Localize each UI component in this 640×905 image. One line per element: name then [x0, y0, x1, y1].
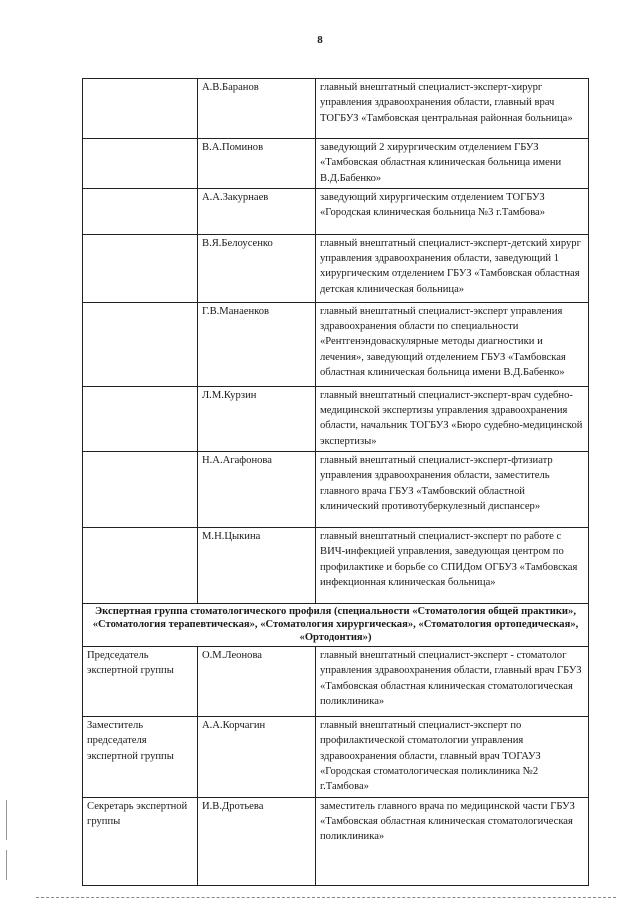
- role-cell: [83, 452, 198, 528]
- table-row: [83, 302, 589, 386]
- table-row: [83, 647, 589, 717]
- member-role: Заместитель председателя экспертной группы: [83, 717, 198, 797]
- table-row: [83, 797, 589, 885]
- scan-bottom-edge: [36, 897, 616, 898]
- member-role: Секретарь экспертной группы: [83, 797, 198, 885]
- table-row: [83, 452, 589, 528]
- member-name: А.В.Баранов: [198, 79, 316, 139]
- member-name: М.Н.Цыкина: [198, 528, 316, 604]
- member-description: главный внештатный специалист-эксперт-фтизиатр управления здравоохранения области, заместитель главного врача ГБУЗ «Тамбовский областной клинический противотуберкулезный диспансер»: [316, 452, 589, 528]
- member-name: Л.М.Курзин: [198, 386, 316, 451]
- scan-edge-mark: [6, 850, 7, 880]
- member-description: главный внештатный специалист-эксперт по работе с ВИЧ-инфекцией управления, заведующая центром по профилактике и борьбе со СПИДом ОГБУЗ «Тамбовская инфекционная клиническая больница»: [316, 528, 589, 604]
- table-row: [83, 717, 589, 797]
- member-description: главный внештатный специалист-эксперт - стоматолог управления здравоохранения области, главный врач ГБУЗ «Тамбовская областная клиническая стоматологическая поликлиника»: [316, 647, 589, 717]
- scan-edge-mark: [6, 800, 7, 840]
- member-name: И.В.Дротьева: [198, 797, 316, 885]
- table-row: [83, 79, 589, 139]
- expert-group-table: [82, 78, 589, 886]
- member-description: главный внештатный специалист-эксперт управления здравоохранения области по специальности «Рентгенэндоваскулярные методы диагностики и лечения», заведующий отделением ГБУЗ «Тамбовская областная клиническая больница имени В.Д.Бабенко»: [316, 302, 589, 386]
- member-name: А.А.Корчагин: [198, 717, 316, 797]
- role-cell: [83, 139, 198, 189]
- role-cell: [83, 386, 198, 451]
- member-role: Председатель экспертной группы: [83, 647, 198, 717]
- table-row: [83, 528, 589, 604]
- member-name: О.М.Леонова: [198, 647, 316, 717]
- member-name: Г.В.Манаенков: [198, 302, 316, 386]
- member-name: Н.А.Агафонова: [198, 452, 316, 528]
- section-heading-row: [83, 604, 589, 647]
- section-heading: Экспертная группа стоматологического профиля (специальности «Стоматология общей практики», «Стоматология терапевтическая», «Стоматология хирургическая», «Стоматология ортопедическая», «Ортодонтия»): [83, 604, 589, 647]
- role-cell: [83, 79, 198, 139]
- table-row: [83, 234, 589, 302]
- role-cell: [83, 234, 198, 302]
- member-description: главный внештатный специалист-эксперт-детский хирург управления здравоохранения области, заведующий 1 хирургическим отделением ГБУЗ «Тамбовская областная детская клиническая больница»: [316, 234, 589, 302]
- member-description: главный внештатный специалист-эксперт по профилактической стоматологии управления здравоохранения области, главный врач ТОГАУЗ «Городская стоматологическая поликлиника №2 г.Тамбова»: [316, 717, 589, 797]
- table-row: [83, 188, 589, 234]
- role-cell: [83, 302, 198, 386]
- member-description: главный внештатный специалист-эксперт-хирург управления здравоохранения области, главный врач ТОГБУЗ «Тамбовская центральная районная больница»: [316, 79, 589, 139]
- member-description: заведующий хирургическим отделением ТОГБУЗ «Городская клиническая больница №3 г.Тамбова»: [316, 188, 589, 234]
- member-description: заведующий 2 хирургическим отделением ГБУЗ «Тамбовская областная клиническая больница имени В.Д.Бабенко»: [316, 139, 589, 189]
- table-row: [83, 386, 589, 451]
- member-name: А.А.Закурнаев: [198, 188, 316, 234]
- page-number: 8: [317, 34, 323, 46]
- role-cell: [83, 528, 198, 604]
- member-name: В.Я.Белоусенко: [198, 234, 316, 302]
- member-name: В.А.Поминов: [198, 139, 316, 189]
- table-row: [83, 139, 589, 189]
- member-description: главный внештатный специалист-эксперт-врач судебно-медицинской экспертизы управления здравоохранения области, начальник ТОГБУЗ «Бюро судебно-медицинской экспертизы»: [316, 386, 589, 451]
- role-cell: [83, 188, 198, 234]
- member-description: заместитель главного врача по медицинской части ГБУЗ «Тамбовская областная клиническая стоматологическая поликлиника»: [316, 797, 589, 885]
